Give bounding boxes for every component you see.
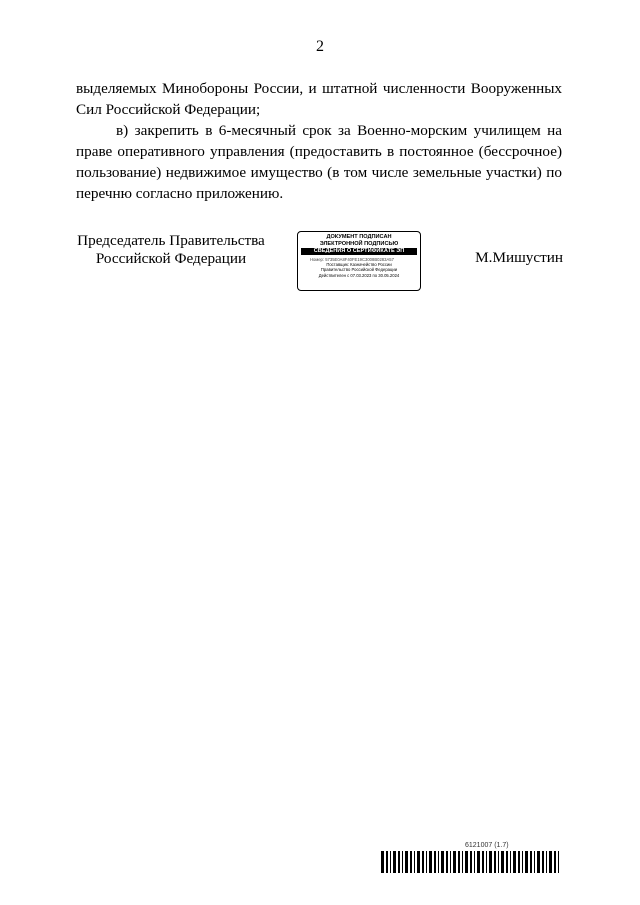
body-paragraph: в) закрепить в 6-месячный срок за Военно-морским училищем на праве оперативного управления (предоставить в постоянное (бессрочное) пользование) недвижимое имущество (в том числе земельные участки) по перечню согласно приложению. [76,122,562,202]
stamp-heading: ЭЛЕКТРОННОЙ ПОДПИСЬЮ [319,240,399,247]
stamp-serial: Номер: 5735E0A8F40FE19C3008B0283A57 [310,257,394,262]
electronic-signature-stamp [297,231,421,291]
barcode [381,851,561,873]
signer-name: М.Мишустин [475,249,563,266]
body-paragraph: выделяемых Минобороны России, и штатной численности Вооруженных Сил Российской Федерации; [76,80,562,118]
page-number: 2 [316,38,324,55]
signer-title-line: Российской Федерации [95,250,247,267]
signer-title-line: Председатель Правительства [77,232,265,249]
stamp-supplier: Правительство Российской Федерации [320,267,398,273]
stamp-heading: ДОКУМЕНТ ПОДПИСАН [326,234,392,240]
stamp-validity: Действителен с 07.03.2023 по 30.05.2024 [318,272,400,278]
stamp-supplier: Поставщик: Казначейство России [326,262,392,268]
document-body [76,78,562,204]
stamp-band: СВЕДЕНИЯ О СЕРТИФИКАТЕ ЭП [301,248,417,255]
signer-title [66,232,276,268]
barcode-label: 6121007 (1.7) [465,842,509,849]
